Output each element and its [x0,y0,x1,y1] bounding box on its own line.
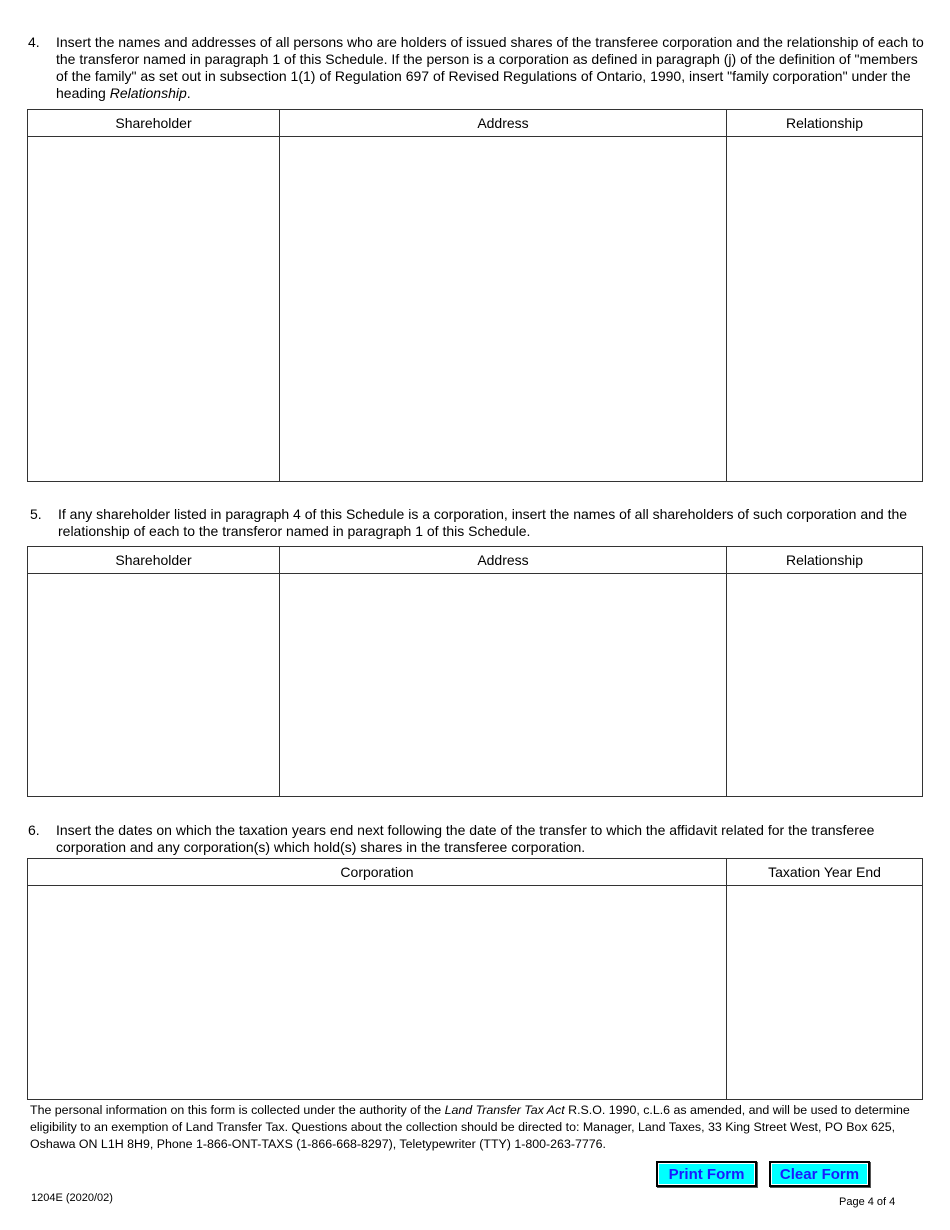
page-number: Page 4 of 4 [839,1196,896,1208]
section-6-line-2: corporation and any corporation(s) which hold(s) shares in the transferee corporation. [56,839,586,855]
address-cell [280,574,727,797]
section-6-instructions [28,822,923,858]
corporation-input[interactable] [28,886,726,924]
privacy-line-2: eligibility to an exemption of Land Transfer Tax. Questions about the collection should be directed to: Manager, Land Taxes, 33 King Street West, PO Box 625, [30,1120,896,1134]
taxation-year-table [27,858,923,1100]
col-header-corporation: Corporation [28,859,727,886]
taxation-year-end-cell [727,886,923,1100]
section-4-line-2: the transferor named in paragraph 1 of this Schedule. If the person is a corporation as defined in paragraph (j) of the definition of "members [56,51,918,67]
address-4-input[interactable] [280,137,726,175]
section-5-number: 5. [30,506,42,522]
section-6-line-1: Insert the dates on which the taxation years end next following the date of the transfer to which the affidavit related for the transferee [56,822,875,838]
section-4-line-4-prefix: heading [56,85,110,101]
shareholders-table-4 [27,109,923,482]
section-4-instructions [28,34,923,104]
section-5-instructions [30,506,923,542]
relationship-4-input[interactable] [727,137,922,175]
shareholder-cell [28,137,280,482]
section-4-line-4-suffix: . [186,85,191,101]
corporation-cell [28,886,727,1100]
privacy-line-3: Oshawa ON L1H 8H9, Phone 1-866-ONT-TAXS (1-866-668-8297), Teletypewriter (TTY) 1-800-263-7776. [30,1137,606,1151]
relationship-5-input[interactable] [727,574,922,612]
section-4-relationship-italic: Relationship [109,85,187,101]
col-header-relationship: Relationship [727,547,923,574]
relationship-cell [727,574,923,797]
col-header-shareholder: Shareholder [28,110,280,137]
col-header-taxation-year-end: Taxation Year End [727,859,923,886]
col-header-relationship: Relationship [727,110,923,137]
clear-form-button[interactable]: Clear Form [769,1161,870,1187]
relationship-cell [727,137,923,482]
taxation-year-end-input[interactable] [727,886,922,924]
section-4-line-1: Insert the names and addresses of all persons who are holders of issued shares of the transferee corporation and the relationship of each to [56,34,924,50]
section-6-number: 6. [28,822,40,838]
section-4-line-4 [56,85,926,102]
col-header-address: Address [280,547,727,574]
privacy-line-1 [30,1102,925,1119]
privacy-notice [30,1102,925,1153]
col-header-address: Address [280,110,727,137]
privacy-part-1: The personal information on this form is collected under the authority of the [30,1103,445,1117]
col-header-shareholder: Shareholder [28,547,280,574]
shareholders-table-5 [27,546,923,797]
print-form-button[interactable]: Print Form [656,1161,757,1187]
shareholder-5-input[interactable] [28,574,279,612]
section-4-line-3: of the family" as set out in subsection 1(1) of Regulation 697 of Revised Regulations of Ontario, 1990, insert "family corporation" under the [56,68,911,84]
section-4-number: 4. [28,34,40,50]
address-cell [280,137,727,482]
privacy-part-2: R.S.O. 1990, c.L.6 as amended, and will be used to determine [564,1103,910,1117]
shareholder-cell [28,574,280,797]
shareholder-4-input[interactable] [28,137,279,175]
form-code: 1204E (2020/02) [31,1192,113,1204]
act-name: Land Transfer Tax Act [444,1103,565,1117]
section-5-line-1: If any shareholder listed in paragraph 4 of this Schedule is a corporation, insert the names of all shareholders of such corporation and the [58,506,908,522]
section-5-line-2: relationship of each to the transferor named in paragraph 1 of this Schedule. [58,523,531,539]
address-5-input[interactable] [280,574,726,612]
